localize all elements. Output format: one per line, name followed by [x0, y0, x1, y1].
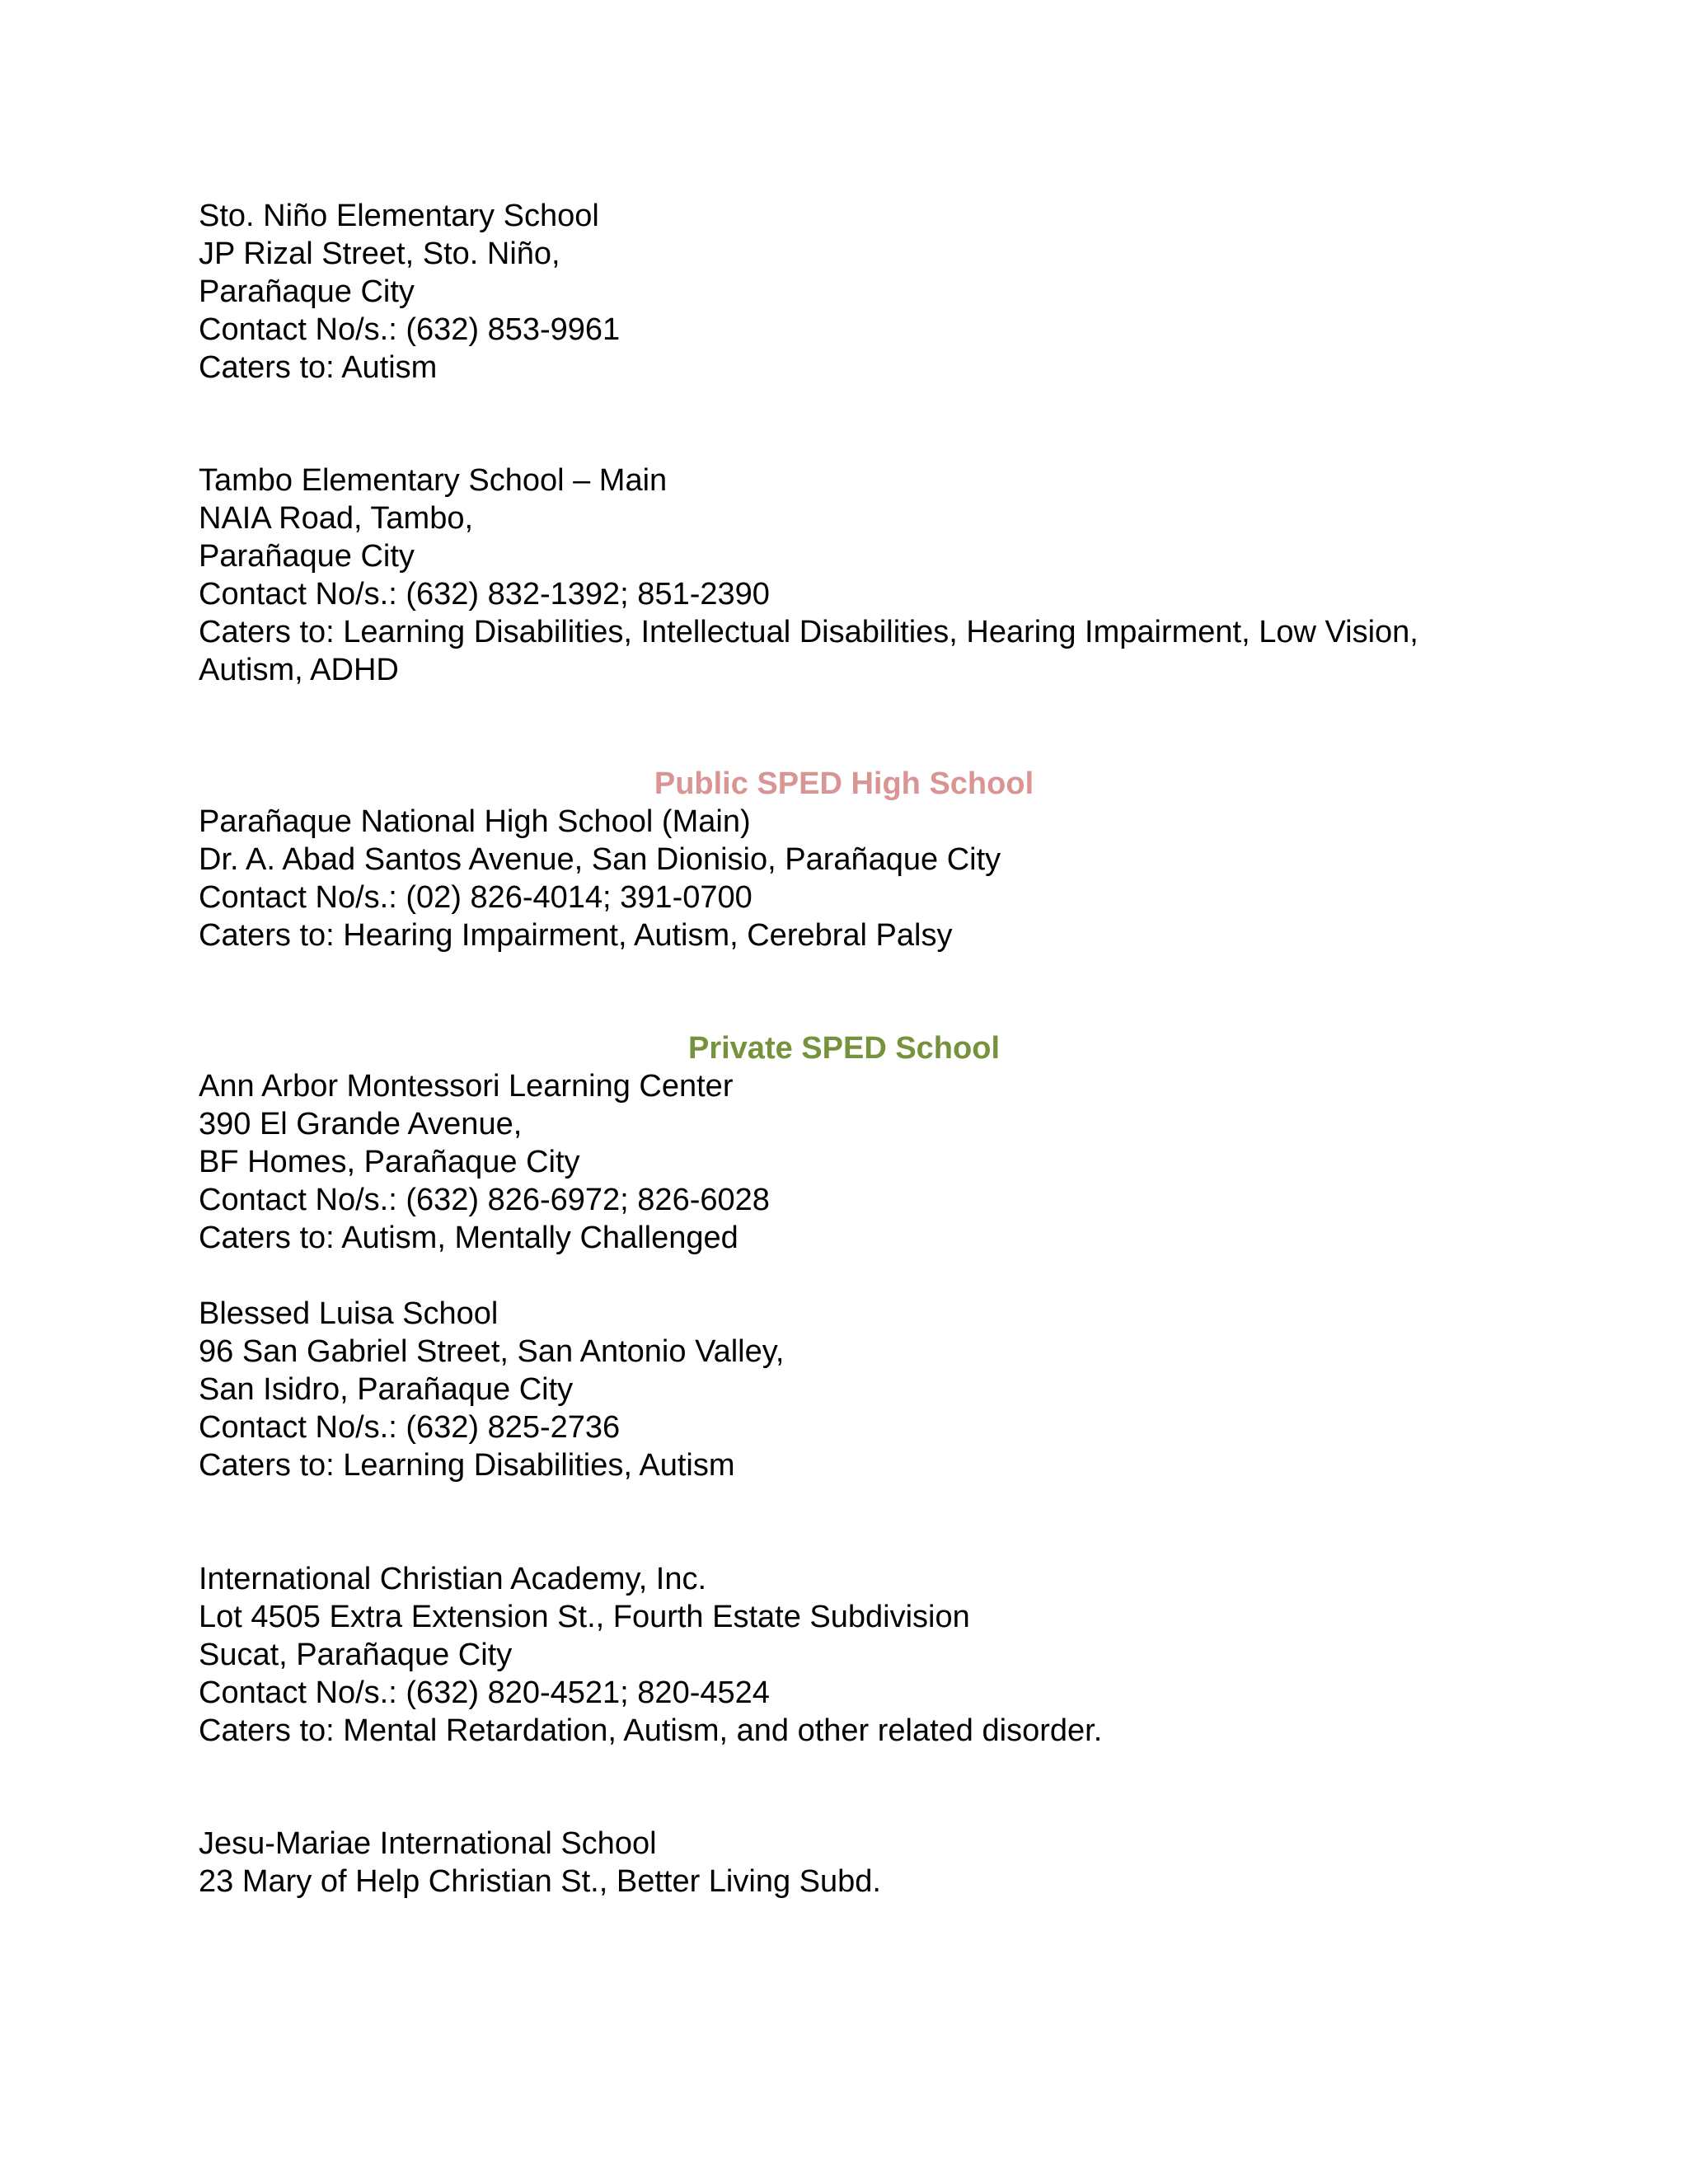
school-entry-ica	[199, 1560, 1517, 1750]
school-entry-jesu-mariae	[199, 1825, 1517, 1900]
school-caters: Caters to: Autism	[199, 350, 438, 385]
school-caters: Caters to: Learning Disabilities, Intellectual Disabilities, Hearing Impairment, Low Vision,	[199, 615, 1418, 649]
school-contact: Contact No/s.: (632) 825-2736	[199, 1410, 621, 1445]
school-address: 390 El Grande Avenue,	[199, 1107, 523, 1141]
school-contact: Contact No/s.: (632) 832-1392; 851-2390	[199, 577, 770, 612]
school-caters: Caters to: Autism, Mentally Challenged	[199, 1221, 738, 1255]
school-address: San Isidro, Parañaque City	[199, 1372, 574, 1407]
school-contact: Contact No/s.: (632) 853-9961	[199, 312, 621, 347]
school-address: 23 Mary of Help Christian St., Better Living Subd.	[199, 1864, 881, 1899]
school-contact: Contact No/s.: (02) 826-4014; 391-0700	[199, 880, 753, 915]
school-entry-ann-arbor	[199, 1067, 1517, 1257]
section-heading-private-school: Private SPED School	[687, 1031, 1000, 1066]
school-address: Dr. A. Abad Santos Avenue, San Dionisio, Parañaque City	[199, 842, 1001, 877]
school-address: Parañaque City	[199, 539, 415, 574]
school-caters: Caters to: Learning Disabilities, Autism	[199, 1448, 735, 1483]
school-name: Parañaque National High School (Main)	[199, 804, 751, 839]
school-address: Lot 4505 Extra Extension St., Fourth Estate Subdivision	[199, 1600, 970, 1634]
school-contact: Contact No/s.: (632) 826-6972; 826-6028	[199, 1183, 770, 1217]
school-caters: Autism, ADHD	[199, 653, 399, 687]
school-address: BF Homes, Parañaque City	[199, 1145, 580, 1179]
school-contact: Contact No/s.: (632) 820-4521; 820-4524	[199, 1675, 770, 1710]
school-caters: Caters to: Hearing Impairment, Autism, Cerebral Palsy	[199, 918, 953, 953]
school-name: International Christian Academy, Inc.	[199, 1562, 707, 1596]
school-name: Jesu-Mariae International School	[199, 1826, 657, 1861]
school-name: Sto. Niño Elementary School	[199, 199, 599, 233]
school-address: 96 San Gabriel Street, San Antonio Valley,	[199, 1334, 785, 1369]
school-name: Tambo Elementary School – Main	[199, 463, 668, 498]
school-caters: Caters to: Mental Retardation, Autism, and other related disorder.	[199, 1713, 1103, 1748]
school-address: Parañaque City	[199, 274, 415, 309]
section-heading-public-high-school: Public SPED High School	[654, 766, 1034, 801]
school-address: JP Rizal Street, Sto. Niño,	[199, 237, 560, 271]
school-entry-sto-nino	[199, 197, 1517, 387]
school-entry-blessed-luisa	[199, 1295, 1517, 1484]
school-address: Sucat, Parañaque City	[199, 1638, 513, 1672]
school-entry-tambo	[199, 462, 1517, 689]
school-address: NAIA Road, Tambo,	[199, 501, 474, 536]
school-name: Blessed Luisa School	[199, 1296, 499, 1331]
school-name: Ann Arbor Montessori Learning Center	[199, 1069, 734, 1104]
school-entry-paranaque-nhs	[199, 803, 1517, 954]
